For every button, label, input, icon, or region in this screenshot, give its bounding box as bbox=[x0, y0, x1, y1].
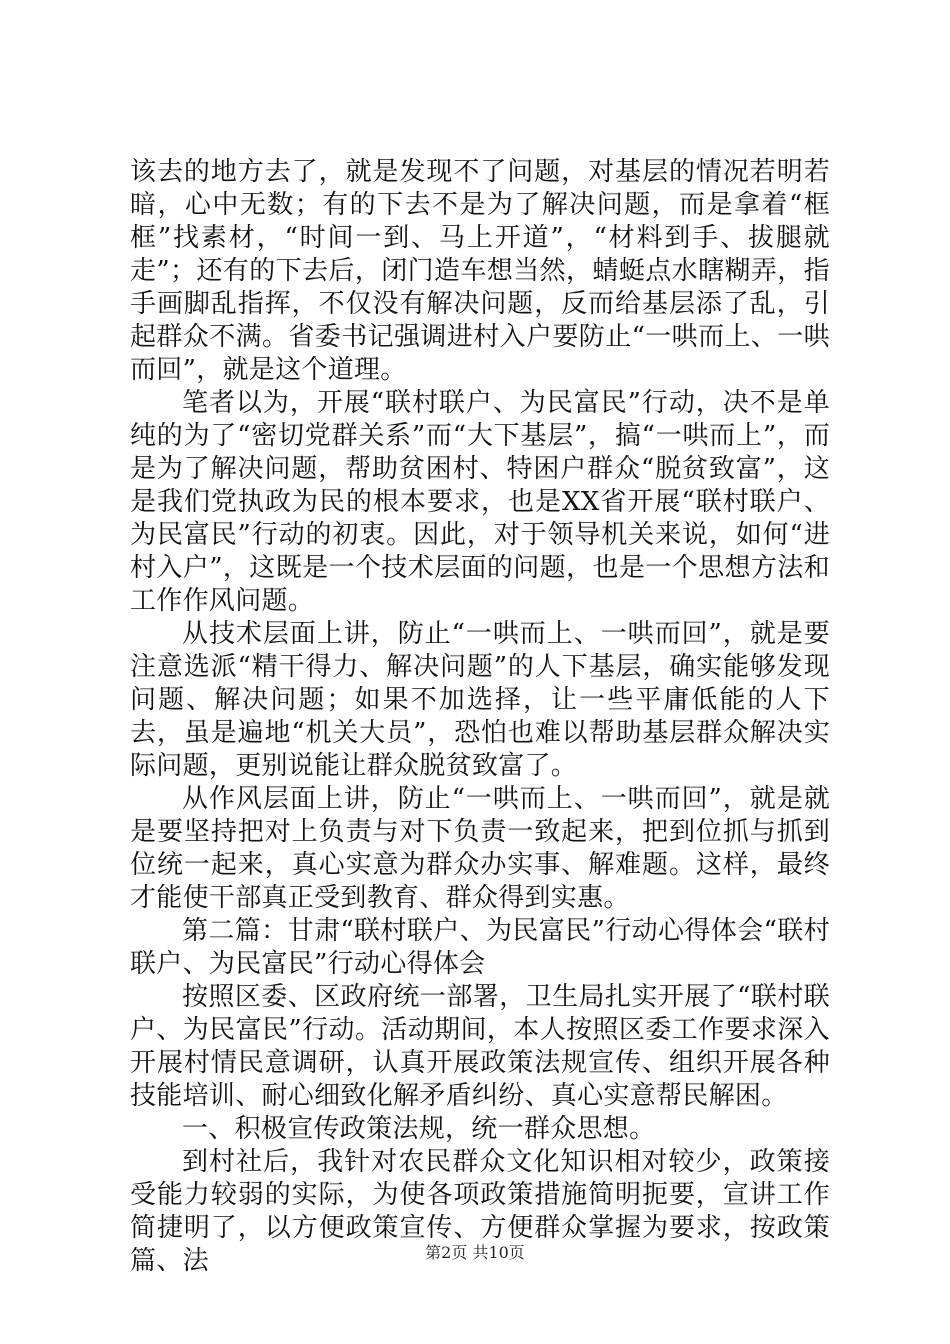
paragraph-1: 该去的地方去了，就是发现不了问题，对基层的情况若明若暗，心中无数；有的下去不是为了解决问题，而是拿着“框框”找素材，“时间一到、马上开道”，“材料到手、拔腿就走”；还有的下去后，闭门造车想当然，蜻蜓点水瞎糊弄，指手画脚乱指挥，不仅没有解决问题，反而给基层添了乱，引起群众不满。省委书记强调进村入户要防止“一哄而上、一哄而回”，就是这个道理。 bbox=[130, 157, 830, 385]
page-number-footer: 第2页 共10页 bbox=[425, 1243, 525, 1262]
paragraph-4: 从作风层面上讲，防止“一哄而上、一哄而回”，就是就是要坚持把对上负责与对下负责一致起来，把到位抓与抓到位统一起来，真心实意为群众办实事、解难题。这样，最终才能使干部真正受到教育、群众得到实惠。 bbox=[130, 784, 830, 913]
paragraph-6: 按照区委、区政府统一部署，卫生局扎实开展了“联村联户、为民富民”行动。活动期间，本人按照区委工作要求深入开展村情民意调研，认真开展政策法规宣传、组织开展各种技能培训、耐心细致化解矛盾纠纷、真心实意帮民解困。 bbox=[130, 982, 830, 1111]
paragraph-3: 从技术层面上讲，防止“一哄而上、一哄而回”，就是要注意选派“精干得力、解决问题”的人下基层，确实能够发现问题、解决问题；如果不加选择，让一些平庸低能的人下去，虽是遍地“机关大员”，恐怕也难以帮助基层群众解决实际问题，更别说能让群众脱贫致富了。 bbox=[130, 619, 830, 781]
subheading-one: 一、积极宣传政策法规，统一群众思想。 bbox=[182, 1114, 656, 1144]
document-body bbox=[130, 156, 830, 1278]
section-heading-part-two: 第二篇：甘肃“联村联户、为民富民”行动心得体会“联村联户、为民富民”行动心得体会 bbox=[130, 916, 830, 979]
paragraph-2: 笔者以为，开展“联村联户、为民富民”行动，决不是单纯的为了“密切党群关系”而“大下基层”，搞“一哄而上”，而是为了解决问题，帮助贫困村、特困户群众“脱贫致富”，这是我们党执政为民的根本要求，也是XX省开展“联村联户、为民富民”行动的初衷。因此，对于领导机关来说，如何“进村入户”，这既是一个技术层面的问题，也是一个思想方法和工作作风问题。 bbox=[130, 388, 830, 616]
paragraph-8: 到村社后，我针对农民群众文化知识相对较少，政策接受能力较弱的实际，为使各项政策措施简明扼要，宣讲工作简捷明了，以方便政策宣传、方便群众掌握为要求，按政策篇、法 bbox=[130, 1147, 830, 1276]
